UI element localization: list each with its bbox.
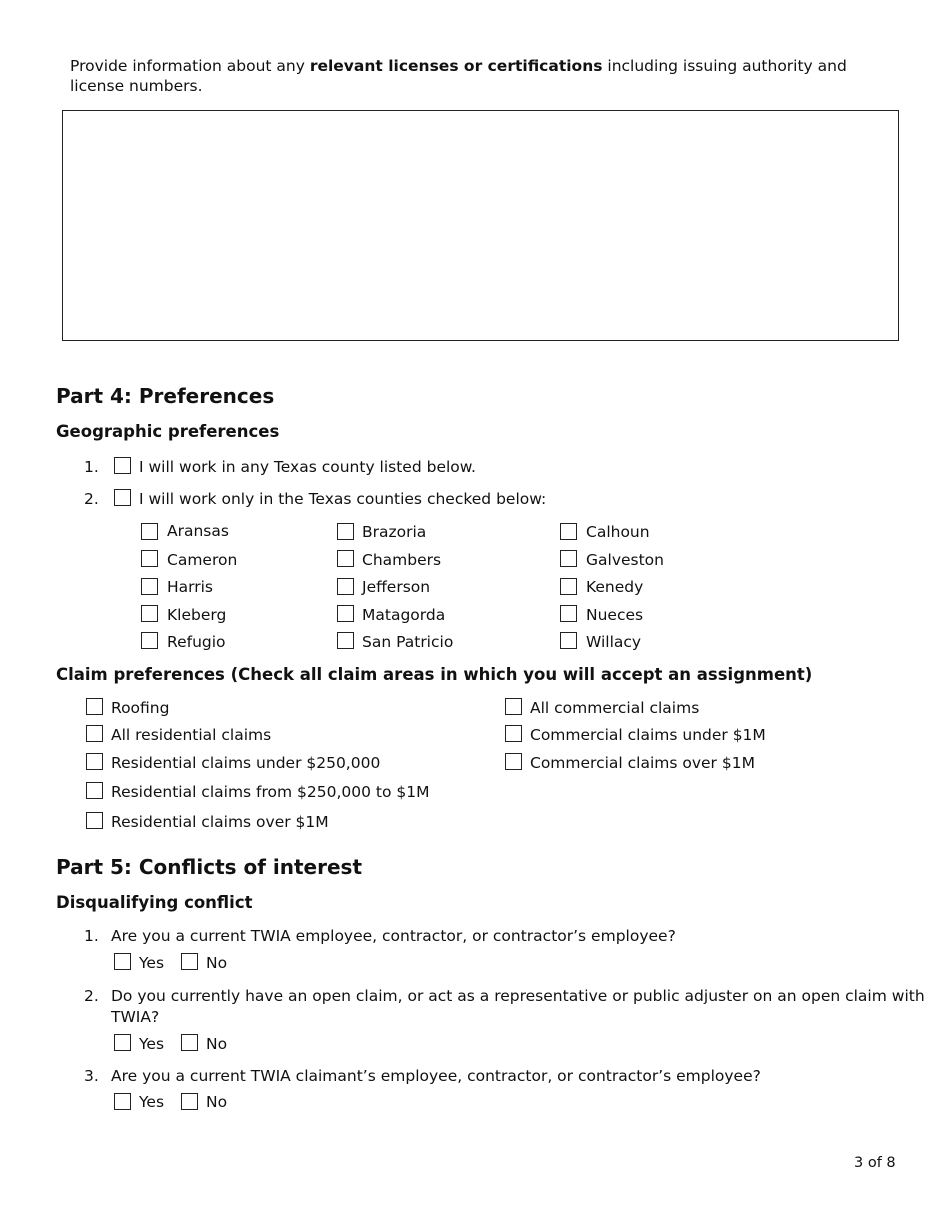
question-text: Are you a current TWIA claimant’s employee, contractor, or contractor’s employee? — [111, 1067, 761, 1085]
county-checkbox[interactable] — [560, 523, 577, 540]
yes-label: Yes — [139, 1035, 165, 1053]
county-label: Willacy — [586, 633, 642, 651]
licenses-text-box[interactable] — [62, 110, 899, 341]
county-label: Harris — [167, 578, 214, 596]
claim-type-label: All residential claims — [111, 726, 272, 744]
claim-type-label: Residential claims over $1M — [111, 813, 329, 831]
claim-type-checkbox[interactable] — [86, 812, 103, 829]
county-label: Galveston — [586, 551, 664, 569]
claim-type-checkbox[interactable] — [505, 698, 522, 715]
question-text: Are you a current TWIA employee, contractor, or contractor’s employee? — [111, 927, 676, 945]
no-checkbox[interactable] — [181, 1034, 198, 1051]
county-checkbox[interactable] — [337, 550, 354, 567]
disqualifying-conflict-heading: Disqualifying conflict — [56, 893, 253, 912]
county-checkbox[interactable] — [141, 578, 158, 595]
county-label: San Patricio — [362, 633, 454, 651]
yes-checkbox[interactable] — [114, 1093, 131, 1110]
county-label: Chambers — [362, 551, 442, 569]
county-label: Cameron — [167, 551, 238, 569]
part5-title: Part 5: Conflicts of interest — [56, 855, 363, 879]
claim-type-checkbox[interactable] — [86, 782, 103, 799]
county-checkbox[interactable] — [560, 605, 577, 622]
claim-type-label: All commercial claims — [530, 699, 700, 717]
claim-type-checkbox[interactable] — [86, 753, 103, 770]
county-checkbox[interactable] — [337, 605, 354, 622]
question-number: 2. — [84, 987, 99, 1005]
claim-type-label: Residential claims from $250,000 to $1M — [111, 783, 430, 801]
claim-type-checkbox[interactable] — [505, 753, 522, 770]
no-checkbox[interactable] — [181, 953, 198, 970]
specific-counties-checkbox[interactable] — [114, 489, 131, 506]
specific-counties-label: I will work only in the Texas counties checked below: — [139, 490, 547, 508]
no-label: No — [206, 1035, 228, 1053]
geographic-preferences-heading: Geographic preferences — [56, 422, 280, 441]
county-label: Kenedy — [586, 578, 644, 596]
county-checkbox[interactable] — [141, 632, 158, 649]
claim-preferences-heading: Claim preferences (Check all claim areas in which you will accept an assignment) — [56, 665, 813, 684]
claim-type-checkbox[interactable] — [505, 725, 522, 742]
county-label: Kleberg — [167, 606, 227, 624]
yes-checkbox[interactable] — [114, 1034, 131, 1051]
county-checkbox[interactable] — [560, 578, 577, 595]
claim-type-label: Roofing — [111, 699, 170, 717]
page-number: 3 of 8 — [854, 1155, 896, 1171]
geo-option-2-number: 2. — [84, 490, 99, 508]
county-label: Refugio — [167, 633, 226, 651]
any-county-label: I will work in any Texas county listed below. — [139, 458, 476, 476]
county-checkbox[interactable] — [141, 550, 158, 567]
county-label: Calhoun — [586, 523, 650, 541]
county-checkbox[interactable] — [141, 605, 158, 622]
question-text: Do you currently have an open claim, or act as a representative or public adjuster on an open claim with — [111, 987, 925, 1005]
yes-checkbox[interactable] — [114, 953, 131, 970]
no-label: No — [206, 1093, 228, 1111]
claim-type-label: Residential claims under $250,000 — [111, 754, 381, 772]
county-checkbox[interactable] — [560, 550, 577, 567]
no-checkbox[interactable] — [181, 1093, 198, 1110]
claim-type-checkbox[interactable] — [86, 698, 103, 715]
any-county-checkbox[interactable] — [114, 457, 131, 474]
county-checkbox[interactable] — [337, 523, 354, 540]
question-number: 1. — [84, 927, 99, 945]
county-checkbox[interactable] — [337, 632, 354, 649]
licenses-instructions: Provide information about any relevant licenses or certifications including issuing authority and license numbers. — [70, 57, 847, 95]
part4-title: Part 4: Preferences — [56, 384, 275, 408]
county-checkbox[interactable] — [337, 578, 354, 595]
yes-label: Yes — [139, 1093, 165, 1111]
county-checkbox[interactable] — [141, 523, 158, 540]
yes-label: Yes — [139, 954, 165, 972]
claim-type-checkbox[interactable] — [86, 725, 103, 742]
county-label: Matagorda — [362, 606, 446, 624]
county-label: Jefferson — [362, 578, 431, 596]
claim-type-label: Commercial claims under $1M — [530, 726, 766, 744]
claim-type-label: Commercial claims over $1M — [530, 754, 755, 772]
county-label: Nueces — [586, 606, 644, 624]
question-number: 3. — [84, 1067, 99, 1085]
county-checkbox[interactable] — [560, 632, 577, 649]
no-label: No — [206, 954, 228, 972]
geo-option-1-number: 1. — [84, 458, 99, 476]
county-label: Aransas — [167, 522, 229, 540]
county-label: Brazoria — [362, 523, 427, 541]
question-text-continued: TWIA? — [111, 1008, 160, 1026]
